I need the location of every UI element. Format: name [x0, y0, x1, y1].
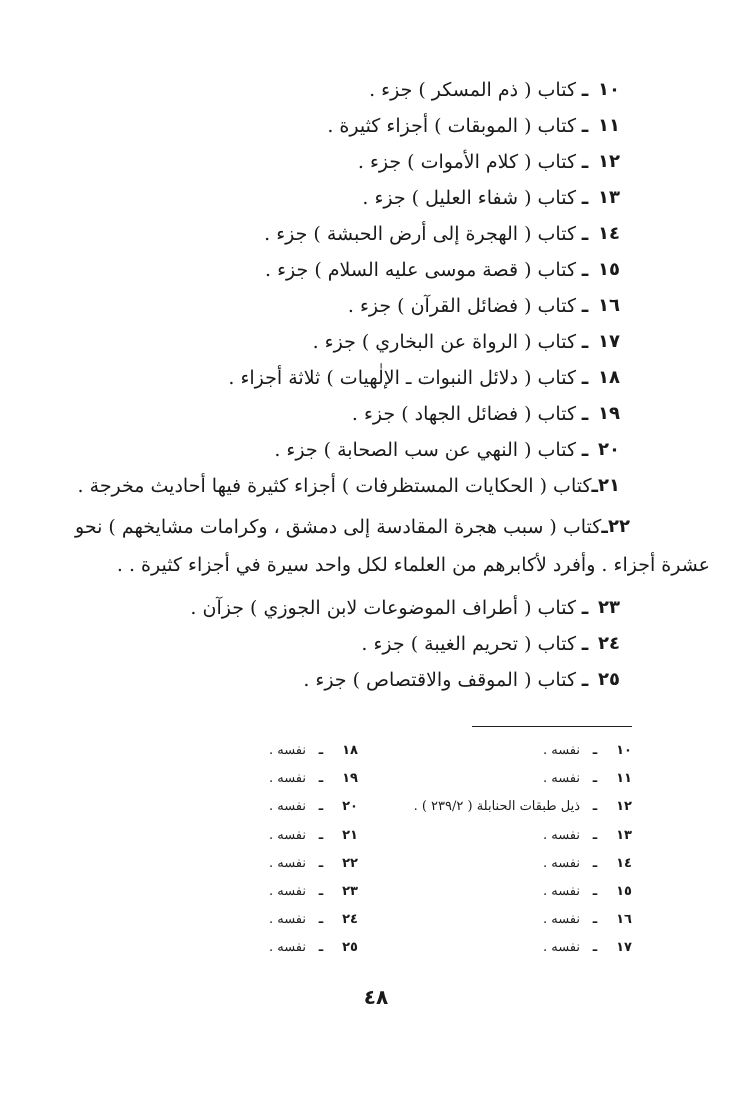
footnote-dash: ـ: [592, 883, 598, 899]
footnote-dash: ـ: [592, 799, 598, 815]
entry-dash: ـ: [581, 259, 589, 281]
entry-text: كتاب ( النهي عن سب الصحابة ) جزء .: [274, 439, 576, 461]
book-list: [77, 72, 620, 504]
footnote-dash: ـ: [318, 771, 324, 787]
entry-dash: ـ: [581, 79, 589, 101]
entry-dash: ـ: [581, 115, 589, 137]
footnote: [382, 765, 632, 793]
footnote-dash: ـ: [318, 883, 324, 899]
footnote-number: ١٩: [342, 771, 358, 787]
footnote-dash: ـ: [318, 912, 324, 928]
book-entry: [77, 468, 620, 504]
entry-number: ١١: [598, 115, 620, 136]
footnote: [158, 737, 358, 765]
footnote-dash: ـ: [592, 912, 598, 928]
entry-text: كتاب ( ذم المسكر ) جزء .: [369, 79, 576, 101]
footnote-dash: ـ: [592, 855, 598, 871]
entry-text: كتاب ( الموقف والاقتصاص ) جزء .: [303, 669, 576, 691]
entry-text: كتاب ( دلائل النبوات ـ الإلٰهيات ) ثلاثة أجزاء .: [228, 367, 576, 389]
footnote: [158, 793, 358, 821]
entry-number: ٢٥: [598, 669, 620, 690]
page-number: ٤٨: [363, 985, 389, 1009]
entry-text: كتاب ( أطراف الموضوعات لابن الجوزي ) جزآن .: [190, 597, 576, 619]
footnote-text: نفسه .: [542, 855, 580, 871]
footnote-number: ١٦: [616, 912, 632, 928]
footnote: [382, 934, 632, 962]
book-entry: [80, 590, 620, 626]
entry-text: كتاب ( الحكايات المستظرفات ) أجزاء كثيرة فيها أحاديث مخرجة .: [77, 475, 592, 497]
footnote-dash: ـ: [318, 827, 324, 843]
book-entry: [80, 144, 620, 180]
footnote-text: نفسه .: [268, 855, 306, 871]
entry-dash: ـ: [581, 597, 589, 619]
entry-dash: ـ: [591, 475, 599, 497]
entry-number: ١٧: [598, 331, 620, 352]
footnote: [382, 850, 632, 878]
entry-dash: ـ: [581, 223, 589, 245]
footnote-text: نفسه .: [542, 883, 580, 899]
footnote-number: ٢٤: [342, 912, 358, 928]
footnotes-column-right: [382, 737, 632, 963]
entry-number: ١٥: [598, 259, 620, 280]
book-entry: [80, 288, 620, 324]
book-entry: [80, 180, 620, 216]
footnote-number: ٢٣: [342, 883, 358, 899]
book-entry: [80, 662, 620, 698]
entry-number: ١٩: [598, 403, 620, 424]
long-entry-line-1: [75, 508, 630, 546]
entry-number: ١٢: [598, 151, 620, 172]
book-entry: [80, 72, 620, 108]
footnote-dash: ـ: [592, 771, 598, 787]
footnote: [158, 765, 358, 793]
footnote: [382, 793, 632, 821]
footnote-text: نفسه .: [268, 771, 306, 787]
footnote-number: ١٥: [616, 883, 632, 899]
entry-number: ١٦: [598, 295, 620, 316]
entry-text: كتاب ( الموبقات ) أجزاء كثيرة .: [327, 115, 576, 137]
entry-dash: ـ: [581, 331, 589, 353]
footnote-text: ذيل طبقات الحنابلة ( ٢٣٩/٢ ) .: [413, 799, 580, 815]
footnote: [158, 934, 358, 962]
entry-text: كتاب ( سبب هجرة المقادسة إلى دمشق ، وكرامات مشايخهم ) نحو: [75, 516, 602, 538]
footnote-number: ١٣: [616, 827, 632, 843]
footnote-text: نفسه .: [542, 771, 580, 787]
footnote-dash: ـ: [592, 743, 598, 758]
entry-number: ١٤: [598, 223, 620, 244]
footnote-number: ١٧: [616, 940, 632, 956]
footnote-dash: ـ: [592, 827, 598, 843]
entry-text: كتاب ( الهجرة إلى أرض الحبشة ) جزء .: [264, 223, 576, 245]
footnote-number: ٢٢: [342, 855, 358, 871]
entry-text: كتاب ( كلام الأموات ) جزء .: [357, 151, 576, 173]
entry-dash: ـ: [581, 187, 589, 209]
entry-number: ٢٠: [598, 439, 620, 460]
footnote-number: ٢٠: [342, 799, 358, 815]
footnote-text: نفسه .: [268, 799, 306, 815]
book-entry: [80, 626, 620, 662]
footnote-text: نفسه .: [542, 827, 580, 843]
footnote: [158, 878, 358, 906]
footnote-text: نفسه .: [268, 940, 306, 956]
entry-text: كتاب ( الرواة عن البخاري ) جزء .: [312, 331, 576, 353]
long-entry-line-2: عشرة أجزاء . وأفرد لأكابرهم من العلماء لكل واحد سيرة في أجزاء كثيرة . .: [116, 554, 710, 576]
footnote-number: ١٠: [616, 743, 632, 758]
book-entry: [80, 216, 620, 252]
book-entry: [80, 432, 620, 468]
footnote-text: نفسه .: [268, 912, 306, 928]
book-entry: [80, 360, 620, 396]
entry-text: كتاب ( تحريم الغيبة ) جزء .: [361, 633, 576, 655]
book-entry: [80, 108, 620, 144]
footnote-text: نفسه .: [542, 940, 580, 956]
entry-text: كتاب ( شفاء العليل ) جزء .: [362, 187, 576, 209]
footnote: [382, 878, 632, 906]
book-entry: [80, 324, 620, 360]
footnote-number: ٢١: [342, 827, 358, 843]
footnote-dash: ـ: [318, 799, 324, 815]
entry-number: ١٣: [598, 187, 620, 208]
footnote-dash: ـ: [318, 855, 324, 871]
entry-dash: ـ: [601, 516, 608, 538]
entry-number: ٢٢: [608, 516, 630, 537]
entry-dash: ـ: [581, 403, 589, 425]
footnote-text: نفسه .: [268, 743, 306, 758]
entry-text: كتاب ( فضائل الجهاد ) جزء .: [351, 403, 576, 425]
entry-number: ٢١: [598, 475, 620, 496]
footnote-number: ١٢: [616, 799, 632, 815]
entry-number: ١٠: [598, 79, 620, 100]
footnote: [158, 850, 358, 878]
footnote: [158, 906, 358, 934]
footnote-text: نفسه .: [542, 912, 580, 928]
footnote-dash: ـ: [592, 940, 598, 956]
entry-dash: ـ: [581, 439, 589, 461]
footnote: [382, 737, 632, 765]
entry-dash: ـ: [581, 633, 589, 655]
footnote-number: ١٨: [342, 743, 358, 758]
entry-text: كتاب ( فضائل القرآن ) جزء .: [347, 295, 576, 317]
entry-dash: ـ: [581, 151, 589, 173]
footnote-dash: ـ: [318, 940, 324, 956]
book-entry: [80, 396, 620, 432]
footnote-number: ١٤: [616, 855, 632, 871]
entry-number: ٢٤: [598, 633, 620, 654]
entry-dash: ـ: [581, 295, 589, 317]
entry-text: كتاب ( قصة موسى عليه السلام ) جزء .: [265, 259, 576, 281]
footnote-number: ٢٥: [342, 940, 358, 956]
footnote: [382, 906, 632, 934]
book-entry-long: [75, 508, 710, 576]
book-entry: [80, 252, 620, 288]
footnote-text: نفسه .: [542, 743, 580, 758]
footnote-text: نفسه .: [268, 827, 306, 843]
footnote: [158, 822, 358, 850]
footnote-text: نفسه .: [268, 883, 306, 899]
entry-dash: ـ: [581, 367, 589, 389]
book-list-continued: [80, 590, 620, 698]
entry-dash: ـ: [581, 669, 589, 691]
footnote-separator: [472, 726, 632, 727]
footnote-dash: ـ: [318, 743, 324, 758]
footnotes-column-left: [158, 737, 358, 963]
entry-number: ٢٣: [598, 597, 620, 618]
footnote-number: ١١: [616, 771, 632, 787]
footnote: [382, 822, 632, 850]
entry-number: ١٨: [598, 367, 620, 388]
